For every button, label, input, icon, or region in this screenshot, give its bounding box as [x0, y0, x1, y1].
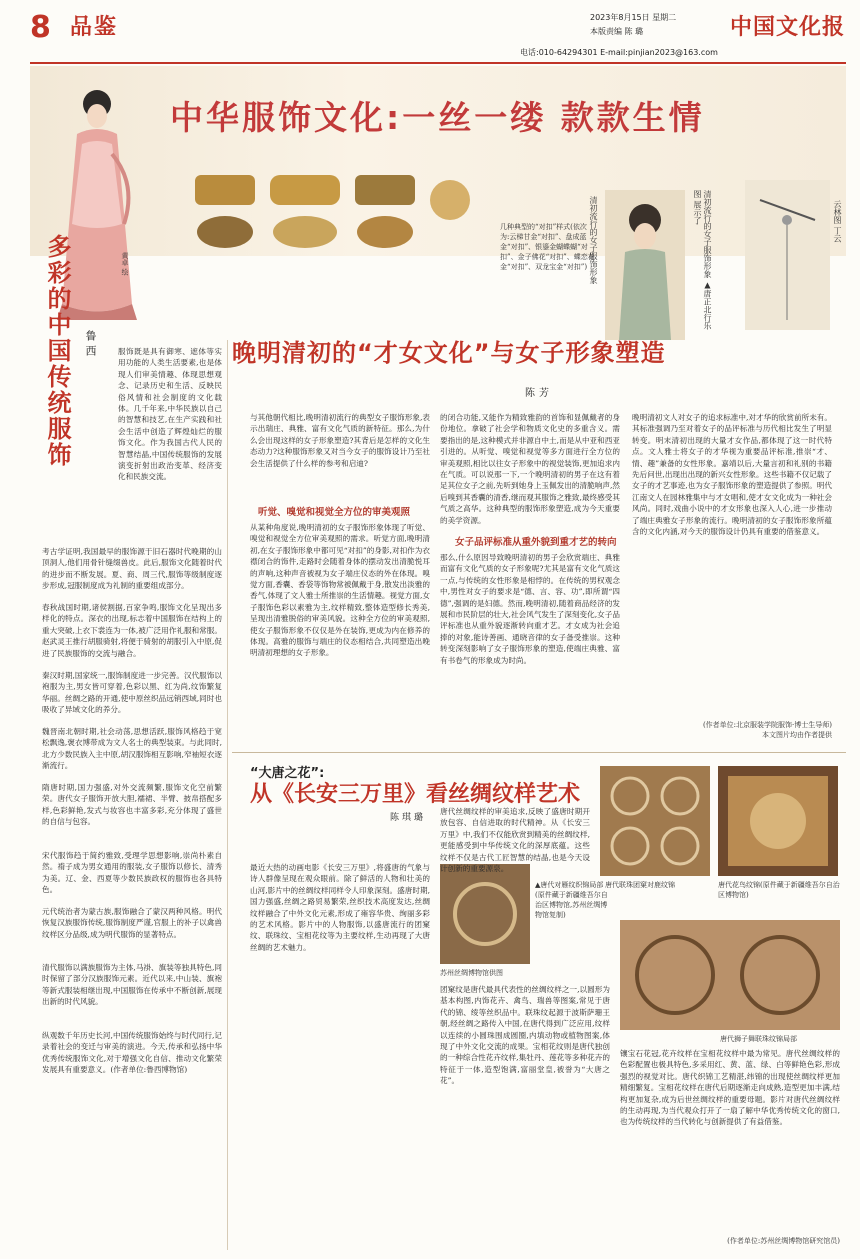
- article2-footnote: (作者单位:北京服装学院服饰·博士生导师) 本文图片均由作者提供: [702, 721, 832, 739]
- contact-info: 电话:010-64294301 E-mail:pinjian2023@163.com: [520, 48, 718, 57]
- lady-caption: 黄卓 绘: [121, 252, 129, 276]
- silk-caption-c: ▲唐代对雁纹织锦局部(原件藏于新疆维吾尔自治区博物馆,苏州丝绸博物馆复制): [535, 881, 608, 919]
- accessory-photos: [190, 170, 490, 260]
- article3-author: 陈琪璐: [390, 813, 427, 823]
- article2-col2: 的闭合功能,又能作为精致雅韵的首饰和显佩戴者的身份地位。拿破了社会学和物质文化史的多重含义。需要指出的是,这种模式并非源自中土,而是从中亚和西亚引进的。从听觉、嗅觉和视觉等多方面进行全方位的审美观照,相比以往女子形象中的视觉装饰,更加追求内在气质。可以说那一下,一个晚明清初的男子在这有着足其位女子之前,先听到她身上玉佩发出的清脆响声,然后嗅到其香囊的清香,继而观其服饰之雅致,最终感受其气质之高华。这种典型的服饰形象塑造,成为今天重要的美学资源。: [440, 413, 620, 525]
- article3-col4: 镶宝石花冠,花卉纹样在宝相花纹样中最为常见。唐代丝绸纹样的色彩配置也极具特色,多采用红、黄、蓝、绿、白等鲜艳色彩,形成强烈的视觉对比。唐代织锦工艺精湛,纬锦的出现使丝绸纹样更加精细繁复。宝相花纹样在唐代后期逐渐走向成熟,造型更加丰满,结构更加复杂,成为后世丝绸纹样的重要母题。影片对唐代丝绸纹样的生动再现,为当代观众打开了一扇了解中华优秀传统文化的窗口,也为传统纹样的当代转化与创新提供了有益借鉴。: [620, 1049, 840, 1127]
- silk-photo-c: [440, 864, 530, 964]
- hair-caption-2: 清初流行的女子服饰形象 ▲唐正北行乐图 展示了: [693, 190, 712, 330]
- article2-title: 晚明清初的“才女文化”与女子形象塑造: [232, 339, 666, 367]
- article1-paragraph-4: 魏晋南北朝时期,社会动荡,思想活跃,服饰风格趋于宽松飘逸,褒衣博带成为文人名士的典型装束。与此同时,北方少数民族入主中原,胡汉服饰相互影响,窄袖短衣逐渐流行。: [42, 727, 222, 771]
- article2-author: 陈芳: [525, 388, 553, 399]
- masthead: [0, 0, 860, 64]
- article2-subhead-2: 女子品评标准从重外貌到重才艺的转向: [455, 537, 617, 548]
- article3-col1: 最近大热的动画电影《长安三万里》,将盛唐的气象与诗人群像呈现在观众眼前。除了鲜活的人物和壮美的山河,影片中的丝绸纹样同样令人印象深刻。盛唐时期,国力强盛,丝绸之路贸易繁荣,丝织技术高度发达,丝绸纹样融合了中外文化元素,形成了雍容华贵、绚丽多彩的艺术风格。影片中的人物服饰,以盛唐流行的团窠纹、联珠纹、宝相花纹等为主要纹样,生动再现了大唐丝绸的艺术魅力。: [250, 863, 430, 952]
- column-divider: [227, 340, 228, 1250]
- article2-subhead-1: 听觉、嗅觉和视觉全方位的审美观照: [258, 507, 411, 518]
- silk-photo-b: [718, 766, 838, 876]
- article1-paragraph-1: 考古学证明,我国最早的服饰源于旧石器时代晚期的山顶洞人,他们用骨针缝缀兽皮。此后,服饰文化随着时代的进步而不断发展。夏、商、周三代,服饰等级制度逐步形成,冠服制度成为礼制的重要组成部分。: [42, 547, 222, 591]
- issue-date: 2023年8月15日 星期二: [590, 13, 677, 22]
- article3-title: 从《长安三万里》看丝绸纹样艺术: [250, 782, 581, 807]
- hero-banner-title: 中华服饰文化:一丝一缕 款款生情: [170, 98, 705, 137]
- article2-intro: 与其他朝代相比,晚明清初流行的典型女子服饰形象,表示出瑞庄、典雅、富有文化气质的新特征。那么,为什么会出现这样的女子形象塑造?其背后是怎样的文化生态动力?这种服饰形象又对当今女子的服饰设计乃至社会生活提供了什么样的参考和启迪?: [250, 413, 430, 468]
- article1-paragraph-7: 元代统治者为蒙古族,服饰融合了蒙汉两种风格。明代恢复汉族服饰传统,服饰制度严谨,官服上的补子以禽兽纹样区分品级,成为明代服饰的显著特点。: [42, 907, 222, 939]
- article3-col2: 团窠纹是唐代最具代表性的丝绸纹样之一,以圆形为基本构图,内饰花卉、禽鸟、瑞兽等图案,常见于唐代的锦、绫等丝织品中。联珠纹起源于波斯萨珊王朝,经丝绸之路传入中国,在唐代得到广泛应用,纹样以连续的小圆珠围成圆圈,内填动物或植物图案,体现了中外文化交流的成果。宝相花纹则是唐代独创的一种综合性花卉纹样,集牡丹、莲花等多种花卉的特征于一体,造型饱满,富丽堂皇,被誉为“大唐之花”。: [440, 985, 610, 1086]
- article1-paragraph-0: 服饰既是具有御寒、遮体等实用功能的人类生活要素,也是体现人们审美情趣、体现思想观念、记录历史和生活、反映民俗风情和社会制度的文化载体。几千年来,中华民族以自己的智慧和技艺,在生产实践和社会生活中创造了辉煌灿烂的服饰文化。作为我国古代人民的智慧结晶,中国传统服饰的发展演变折射出政治变革、经济变化和民族交流。: [118, 347, 222, 482]
- section-name: 品鉴: [70, 15, 119, 40]
- article3-col3: 唐代丝绸纹样的审美追求,反映了盛唐时期开放包容、自信进取的时代精神。从《长安三万里》中,我们不仅能欣赏到精美的丝绸纹样,更能感受到中华传统文化的深厚底蕴。这些纹样不仅是古代工匠智慧的结晶,也是今天设计创新的重要源泉。: [440, 807, 590, 874]
- hair-caption-3: 云林图 丁云: [833, 200, 842, 243]
- accessory-caption: 几种典型的“对扣”样式(依次为:云梯甘金“对扣”、盘成蓝金“对扣”、银鎏金蝴蝶蝴“对扣”、金子佛花“对扣”、蝶恋花金“对扣”、双龙宝金“对扣”): [500, 223, 595, 271]
- article3-footnote: (作者单位:苏州丝绸博物馆研究馆员): [727, 1237, 840, 1245]
- silk-photo-e: [620, 920, 840, 1030]
- silk-caption-a: 唐代联珠团窠对鹿纹锦: [605, 881, 675, 889]
- silk-caption-d: 苏州丝绸博物馆供图: [440, 969, 503, 977]
- article1-author: 鲁西: [84, 330, 97, 360]
- page-editor: 本版责编 陈 璐: [590, 27, 644, 36]
- article3-kicker: “大唐之花”:: [250, 766, 325, 781]
- article1-title: 多彩的中国传统服饰: [43, 234, 71, 468]
- page-number: 8: [30, 10, 51, 45]
- silk-photo-a: [600, 766, 710, 876]
- article1-paragraph-3: 秦汉时期,国家统一,服饰制度进一步完善。汉代服饰以袍服为主,男女皆可穿着,色彩以黑、红为尚,纹饰繁复华丽。丝绸之路的开通,使中原丝织品远销西域,同时也吸收了异域文化的养分。: [42, 671, 222, 715]
- article2-col2b: 那么,什么原因导致晚明清初的男子会欣赏端庄、典雅而富有文化气质的女子形象呢?尤其是富有文化气质这一点,与传统的女性形象是相悖的。在传统的男权观念中,男性对女子的要求是“德、言、容、功”,即所谓“四德”,强调的是妇德。然而,晚明清初,随着商品经济的发展和市民阶层的壮大,社会风气发生了深刻变化,女子品评标准也从重外貌逐渐转向重才艺。才女成为社会追捧的对象,能诗善画、通晓音律的女子备受推崇。这种转变深刻影响了女子服饰形象的塑造,使端庄典雅、富有书卷气的形象成为时尚。: [440, 553, 620, 665]
- newspaper-logo: 中国文化报: [730, 14, 846, 40]
- article1-paragraph-2: 春秋战国时期,诸侯割据,百家争鸣,服饰文化呈现出多样化的特点。深衣的出现,标志着中国服饰在结构上的重大突破,上衣下裳连为一体,被广泛用作礼服和常服。赵武灵王推行胡服骑射,将便于骑射的胡服引入中原,促进了民族服饰的交流与融合。: [42, 603, 222, 658]
- hair-caption-1: 清初流行的女子服饰形象: [589, 196, 598, 284]
- header-rule: [30, 62, 846, 64]
- silk-caption-e: 唐代狮子舞联珠纹锦局部: [720, 1035, 797, 1043]
- article1-paragraph-5: 隋唐时期,国力强盛,对外交流频繁,服饰文化空前繁荣。唐代女子服饰开放大胆,襦裙、半臂、披帛搭配多样,色彩鲜艳,发式与妆容也丰富多彩,充分体现了盛世的自信与包容。: [42, 783, 222, 827]
- hairstyle-figure-2: [745, 180, 830, 330]
- article2-col1: 从某种角度说,晚明清初的女子服饰形象体现了听觉、嗅觉和视觉全方位审美观照的需求。听觉方面,晚明清初,在女子服饰形象中都可见“对扣”的身影,对扣作为衣襟闭合的饰件,走路时会随着身体的摆动发出清脆悦耳的声响,这种声音被视为女子端庄仪态的外在体现。嗅觉方面,香囊、香袋等饰物常被佩戴于身,散发出淡雅的香气,体现了文人雅士所推崇的生活情趣。视觉方面,女子服饰色彩以素雅为主,纹样精致,整体造型修长秀美,呈现出清雅脱俗的审美风貌。这种全方位的审美观照,使女子服饰形象不仅仅是外在装饰,更成为内在修养的体现。高雅的服饰与端庄的仪态相结合,共同塑造出晚明清初理想的女子形象。: [250, 523, 430, 658]
- hairstyle-figure-1: [605, 190, 685, 340]
- silk-caption-b: 唐代花鸟纹锦(原件藏于新疆维吾尔自治区博物馆): [718, 881, 840, 899]
- article2-col3: 晚明清初文人对女子的追求标准中,对才华的欣赏前所未有。其标准强调乃至对着女子的品评标准与历代相比发生了明显转变。明末清初出现的大量才女作品,都体现了这一时代特点。文人雅士将女子的才华视为重要品评标准,推崇“才、情、趣”兼备的女性形象。嘉靖以后,大量言初和礼别的书籍先后问世,出现出出现的新兴女性形象。这些书籍不仅记载了女子的才艺事迹,也为女子服饰形象的塑造提供了参照。明代江南文人在园林雅集中与才女唱和,使才女文化成为一种社会风尚。同时,戏曲小说中的才女形象也深入人心,进一步推动了端庄典雅女子形象的流行。晚明清初的女子服饰形象所蕴含的文化内涵,对今天的服饰设计仍具有重要的借鉴意义。: [632, 413, 832, 537]
- article1-paragraph-9: 纵观数千年历史长河,中国传统服饰始终与时代同行,记录着社会的变迁与审美的演进。今天,传承和弘扬中华优秀传统服饰文化,对于增强文化自信、推动文化繁荣发展具有重要意义。(作者单位:鲁西博物馆): [42, 1031, 222, 1075]
- article1-paragraph-8: 清代服饰以满族服饰为主体,马褂、旗装等独具特色,同时保留了部分汉族服饰元素。近代以来,中山装、旗袍等新式服装相继出现,中国服饰在传承中不断创新,展现出新的时代风貌。: [42, 963, 222, 1007]
- article1-paragraph-6: 宋代服饰趋于简约雅致,受理学思想影响,崇尚朴素自然。褙子成为男女通用的服装,女子服饰以修长、清秀为美。辽、金、西夏等少数民族政权的服饰也各具特色。: [42, 851, 222, 895]
